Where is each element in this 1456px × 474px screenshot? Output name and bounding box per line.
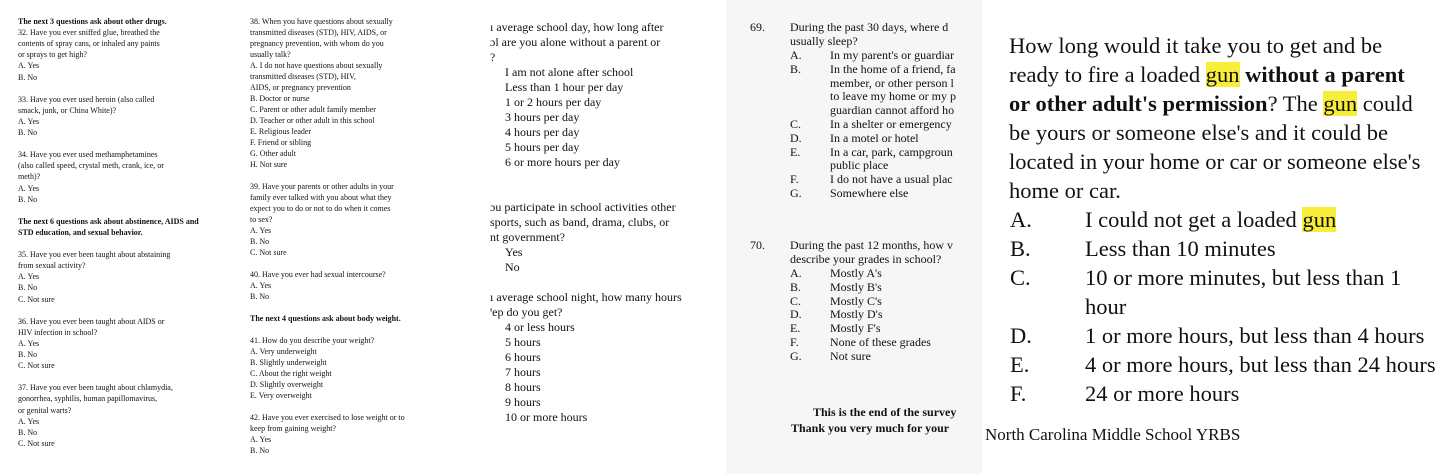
question-line: C. Not sure: [250, 248, 287, 257]
option-text: public place: [830, 158, 889, 173]
highlighted-word: gun: [1302, 207, 1337, 232]
option-text: In a shelter or emergency: [830, 117, 952, 131]
option-text: In my parent's or guardiar: [830, 48, 955, 62]
question-line: D. Teacher or other adult in this school: [250, 116, 375, 125]
question-text: nt government?: [490, 230, 565, 244]
option-text: None of these grades: [830, 335, 931, 349]
option-text: [1085, 234, 1276, 263]
question-line: A. I do not have questions about sexually: [250, 61, 383, 70]
question-line: 35. Have you ever been taught about abstaining: [18, 250, 171, 260]
option-letter: A.: [790, 266, 802, 280]
question-line: A. Yes: [18, 61, 40, 71]
text-segment: hour: [1085, 294, 1127, 319]
question-line: The next 4 questions ask about body weight.: [250, 314, 401, 323]
option-letter: G.: [790, 186, 802, 200]
gun-question-zoom: [982, 0, 1456, 474]
question-line: B. No: [18, 128, 38, 137]
question-line: B. No: [250, 446, 270, 455]
option-text: Mostly A's: [830, 266, 882, 280]
question-line: C. Not sure: [18, 438, 55, 448]
option-text: to leave my home or my p: [830, 89, 956, 104]
answer-option: Less than 1 hour per day: [505, 80, 624, 94]
question-line: [1009, 89, 1413, 118]
question-text: During the past 30 days, where d: [790, 20, 949, 34]
question-line: expect you to do or not to do when it comes: [250, 204, 391, 213]
option-text: Mostly F's: [830, 321, 881, 336]
question-line: [1009, 176, 1121, 205]
question-line: A. Very underweight: [250, 347, 317, 356]
option-letter: B.: [790, 61, 802, 76]
question-line: HIV infection in school?: [18, 327, 98, 337]
question-number: 69.: [750, 20, 765, 34]
question-line: B. No: [18, 194, 38, 204]
option-letter: A.: [1010, 207, 1032, 232]
text-segment: ? The: [1267, 91, 1324, 116]
option-text: [1085, 292, 1126, 321]
question-line: The next 6 questions ask about abstinence, AIDS and: [18, 216, 199, 226]
text-segment: 4 or more hours, but less than 24 hours: [1085, 352, 1436, 377]
question-line: 37. Have you ever been taught about chlamydia,: [18, 383, 173, 393]
question-line: B. Doctor or nurse: [250, 94, 310, 103]
question-line: 40. Have you ever had sexual intercourse?: [250, 270, 386, 279]
question-line: G. Other adult: [250, 149, 296, 158]
answer-option: 7 hours: [505, 365, 541, 379]
question-line: meth)?: [18, 172, 41, 182]
question-line: [1009, 31, 1382, 60]
question-text: ɔu participate in school activities other: [490, 200, 676, 214]
option-text: [1085, 321, 1424, 350]
question-line: B. Slightly underweight: [250, 358, 327, 367]
question-text: ?: [490, 50, 496, 64]
question-line: F. Friend or sibling: [250, 138, 312, 147]
question-line: A. Yes: [18, 272, 40, 282]
option-text: member, or other person l: [830, 75, 954, 90]
option-text: I do not have a usual plac: [830, 172, 953, 187]
question-line: B. No: [250, 292, 270, 301]
text-segment: 10 or more minutes, but less than 1: [1085, 265, 1402, 290]
question-line: AIDS, or pregnancy prevention: [250, 83, 351, 92]
question-line: to sex?: [250, 215, 273, 224]
option-text: In the home of a friend, fa: [830, 61, 956, 76]
option-text: Mostly B's: [830, 279, 882, 294]
question-line: STD education, and sexual behavior.: [18, 227, 143, 237]
option-letter: B.: [1010, 236, 1031, 261]
option-letter: A.: [790, 48, 802, 62]
text-segment: without a parent: [1245, 62, 1405, 87]
option-text: In a motel or hotel: [830, 130, 919, 145]
option-letter: C.: [1010, 265, 1031, 290]
option-letter: D.: [790, 307, 802, 322]
question-line: 42. Have you ever exercised to lose weight or to: [250, 413, 405, 422]
question-line: smack, junk, or China White)?: [18, 105, 117, 115]
answer-option: Yes: [505, 245, 523, 259]
question-line: C. Not sure: [18, 361, 55, 371]
answer-option: 6 or more hours per day: [505, 155, 620, 169]
question-line: 39. Have your parents or other adults in your: [250, 182, 394, 191]
question-line: 38. When you have questions about sexually: [250, 17, 393, 26]
question-line: family ever talked with you about what they: [250, 193, 392, 202]
question-line: A. Yes: [250, 226, 272, 235]
question-text: sports, such as band, drama, clubs, or: [490, 215, 670, 229]
text-segment: How long would it take you to get and be: [1009, 33, 1383, 58]
option-letter: F.: [1010, 381, 1027, 406]
answer-option: No: [505, 260, 520, 274]
question-text: ı average school night, how many hours: [490, 290, 682, 304]
option-text: [1085, 350, 1436, 379]
question-text: During the past 12 months, how v: [790, 238, 953, 252]
text-segment: located in your home or car or someone else's: [1009, 149, 1421, 174]
question-line: H. Not sure: [250, 160, 288, 169]
text-segment: Less than 10 minutes: [1085, 236, 1276, 261]
option-letter: C.: [790, 117, 802, 131]
text-segment: be yours or someone else's and it could be: [1009, 120, 1388, 145]
question-line: or sprays to get high?: [18, 50, 87, 60]
question-line: B. No: [250, 237, 270, 246]
highlighted-word: gun: [1205, 62, 1240, 87]
question-line: B. No: [18, 72, 38, 82]
text-segment: ready to fire a loaded: [1009, 62, 1206, 87]
question-line: (also called speed, crystal meth, crank, ice, or: [18, 161, 164, 171]
question-text: ɔl are you alone without a parent or: [490, 35, 661, 49]
question-line: B. No: [18, 427, 38, 437]
question-line: 32. Have you ever sniffed glue, breathed the: [18, 28, 160, 38]
question-number: 70.: [750, 238, 765, 252]
answer-option: 8 hours: [505, 380, 541, 394]
question-text: ꞌep do you get?: [490, 305, 563, 319]
question-line: 41. How do you describe your weight?: [250, 336, 375, 345]
question-line: usually talk?: [250, 50, 291, 59]
question-line: E. Very overweight: [250, 391, 312, 400]
option-letter: E.: [790, 144, 801, 159]
question-line: A. Yes: [18, 338, 40, 348]
question-line: A. Yes: [250, 435, 272, 444]
survey-page-crop-end: [726, 0, 982, 474]
question-line: transmitted diseases (STD), HIV,: [250, 72, 356, 81]
question-line: [1009, 118, 1388, 147]
question-line: A. Yes: [18, 116, 40, 126]
option-letter: F.: [790, 335, 799, 349]
question-text: ı average school day, how long after: [490, 20, 664, 34]
option-letter: D.: [1010, 323, 1032, 348]
answer-option: 10 or more hours: [505, 410, 588, 424]
option-letter: G.: [790, 348, 802, 363]
text-segment: could: [1357, 91, 1413, 116]
option-text: Not sure: [830, 348, 871, 363]
text-segment: 1 or more hours, but less than 4 hours: [1085, 323, 1425, 348]
answer-option: 5 hours: [505, 335, 541, 349]
answer-option: 1 or 2 hours per day: [505, 95, 602, 109]
question-text: usually sleep?: [790, 34, 858, 48]
question-line: D. Slightly overweight: [250, 380, 324, 389]
option-text: [1085, 205, 1336, 234]
answer-option: 4 hours per day: [505, 125, 580, 139]
text-segment: I could not get a loaded: [1085, 207, 1303, 232]
question-line: A. Yes: [18, 416, 40, 426]
highlighted-word: gun: [1323, 91, 1358, 116]
option-letter: F.: [790, 172, 799, 187]
text-segment: home or car.: [1009, 178, 1121, 203]
answer-option: 5 hours per day: [505, 140, 580, 154]
answer-option: 9 hours: [505, 395, 541, 409]
question-line: 33. Have you ever used heroin (also called: [18, 94, 155, 104]
question-line: pregnancy prevention, with whom do you: [250, 39, 384, 48]
question-line: A. Yes: [18, 183, 40, 193]
survey-page-crop-middle: [478, 0, 726, 474]
option-letter: E.: [790, 321, 801, 336]
survey-page-scan-left: [0, 0, 478, 474]
question-line: B. No: [18, 283, 38, 293]
question-line: C. Parent or other adult family member: [250, 105, 376, 114]
thank-you-text: Thank you very much for your: [791, 421, 950, 435]
question-line: 36. Have you ever been taught about AIDS or: [18, 316, 165, 326]
question-line: from sexual activity?: [18, 261, 86, 271]
question-line: keep from gaining weight?: [250, 424, 336, 433]
question-line: or genital warts?: [18, 405, 72, 415]
footer-label: North Carolina Middle School YRBS: [985, 425, 1241, 444]
option-text: Mostly D's: [830, 307, 883, 322]
option-text: [1085, 379, 1239, 408]
answer-option: 4 or less hours: [505, 320, 575, 334]
question-line: B. No: [18, 350, 38, 359]
answer-option: 6 hours: [505, 350, 541, 364]
question-line: A. Yes: [250, 281, 272, 290]
option-text: Somewhere else: [830, 186, 909, 200]
end-of-survey-text: This is the end of the survey: [813, 405, 957, 419]
question-line: gonorrhea, syphilis, human papillomavirus,: [18, 394, 158, 404]
option-letter: C.: [790, 293, 802, 308]
option-letter: B.: [790, 279, 802, 294]
text-segment: 24 or more hours: [1085, 381, 1240, 406]
option-letter: E.: [1010, 352, 1030, 377]
question-text: describe your grades in school?: [790, 252, 942, 266]
question-line: [1009, 60, 1405, 89]
option-text: In a car, park, campgroun: [830, 144, 953, 159]
option-text: [1085, 263, 1401, 292]
question-line: C. About the right weight: [250, 369, 332, 378]
question-line: 34. Have you ever used methamphetamines: [18, 150, 158, 160]
answer-option: 3 hours per day: [505, 110, 580, 124]
option-letter: D.: [790, 130, 802, 145]
question-line: C. Not sure: [18, 294, 55, 304]
answer-option: I am not alone after school: [505, 65, 634, 79]
question-line: [1009, 147, 1420, 176]
question-line: transmitted diseases (STD), HIV, AIDS, or: [250, 28, 387, 37]
option-text: guardian cannot afford ho: [830, 103, 955, 118]
option-text: Mostly C's: [830, 293, 882, 308]
question-line: The next 3 questions ask about other drugs.: [18, 17, 167, 26]
question-line: contents of spray cans, or inhaled any paints: [18, 39, 160, 49]
question-line: E. Religious leader: [250, 127, 312, 136]
text-segment: or other adult's permission: [1009, 91, 1268, 116]
